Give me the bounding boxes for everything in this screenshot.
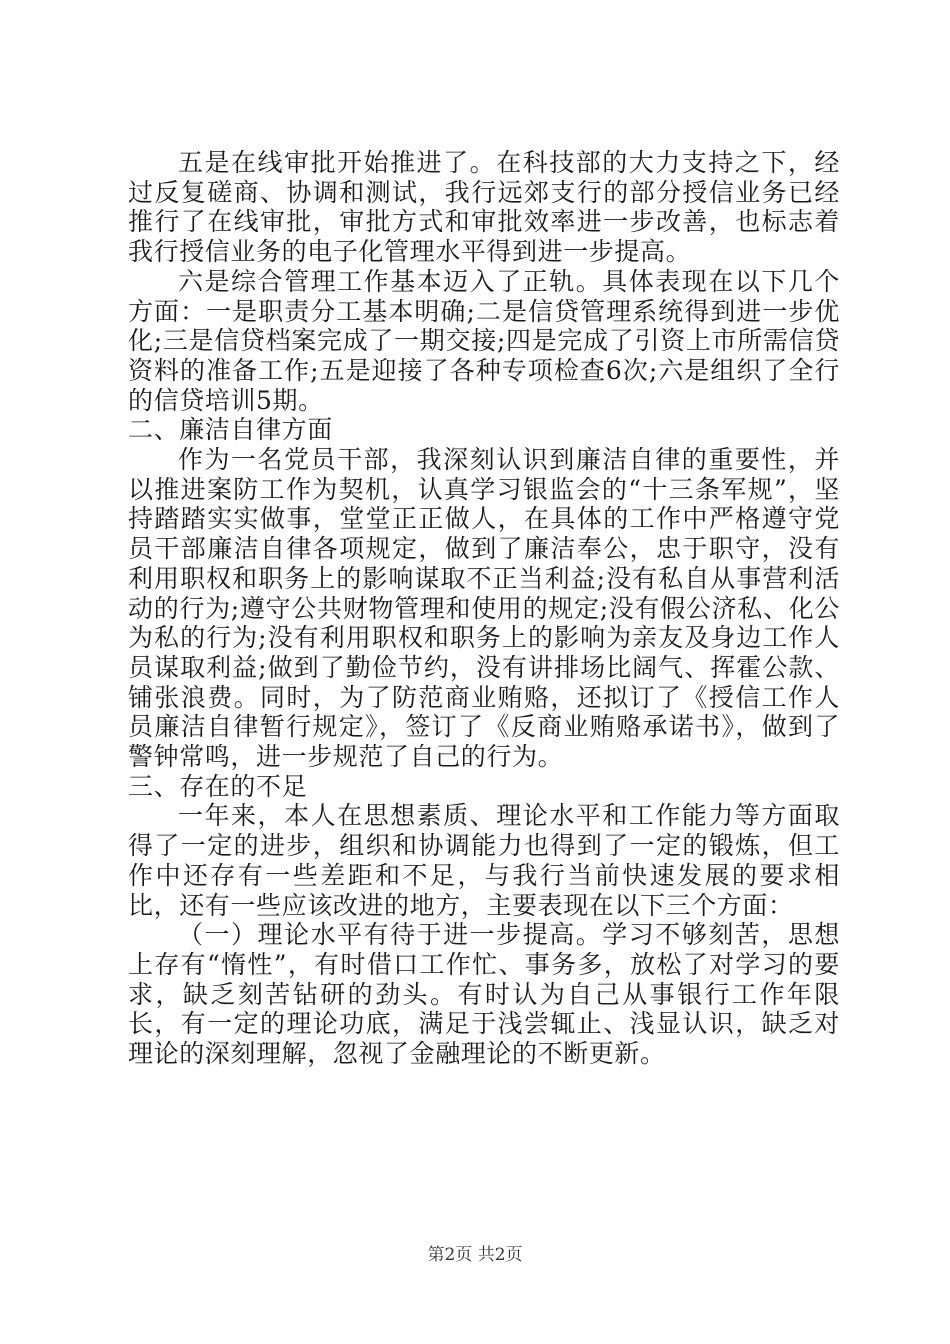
paragraph-general-management: 六是综合管理工作基本迈入了正轨。具体表现在以下几个方面：一是职责分工基本明确;二是信贷管理系统得到进一步优化;三是信贷档案完成了一期交接;四是完成了引资上市所需信贷资料的准备工作;五是迎接了各种专项检查6次;六是组织了全行的信贷培训5期。 [128, 266, 840, 415]
section-heading-shortcomings: 三、存在的不足 [128, 771, 308, 801]
paragraph-shortcomings-intro: 一年来，本人在思想素质、理论水平和工作能力等方面取得了一定的进步，组织和协调能力也得到了一定的锻炼，但工作中还存有一些差距和不足，与我行当前快速发展的要求相比，还有一些应该改进的地方，主要表现在以下三个方面： [128, 801, 840, 920]
page-footer: 第2页 共2页 [427, 1245, 523, 1265]
document-body [128, 148, 840, 1069]
paragraph-theory-level: （一）理论水平有待于进一步提高。学习不够刻苦，思想上存有“惰性”，有时借口工作忙、事务多，放松了对学习的要求，缺乏刻苦钻研的劲头。有时认为自己从事银行工作年限长，有一定的理论功底，满足于浅尝辄止、浅显认识，缺乏对理论的深刻理解，忽视了金融理论的不断更新。 [128, 920, 840, 1069]
paragraph-integrity: 作为一名党员干部，我深刻认识到廉洁自律的重要性，并以推进案防工作为契机，认真学习银监会的“十三条军规”，坚持踏踏实实做事，堂堂正正做人，在具体的工作中严格遵守党员干部廉洁自律各项规定，做到了廉洁奉公，忠于职守，没有利用职权和职务上的影响谋取不正当利益;没有私自从事营利活动的行为;遵守公共财物管理和使用的规定;没有假公济私、化公为私的行为;没有利用职权和职务上的影响为亲友及身边工作人员谋取利益;做到了勤俭节约，没有讲排场比阔气、挥霍公款、铺张浪费。同时，为了防范商业贿赂，还拟订了《授信工作人员廉洁自律暂行规定》，签订了《反商业贿赂承诺书》，做到了警钟常鸣，进一步规范了自己的行为。 [128, 445, 840, 772]
paragraph-online-approval: 五是在线审批开始推进了。在科技部的大力支持之下，经过反复磋商、协调和测试，我行远郊支行的部分授信业务已经推行了在线审批，审批方式和审批效率进一步改善，也标志着我行授信业务的电子化管理水平得到进一步提高。 [128, 148, 840, 267]
section-heading-integrity: 二、廉洁自律方面 [128, 415, 333, 445]
